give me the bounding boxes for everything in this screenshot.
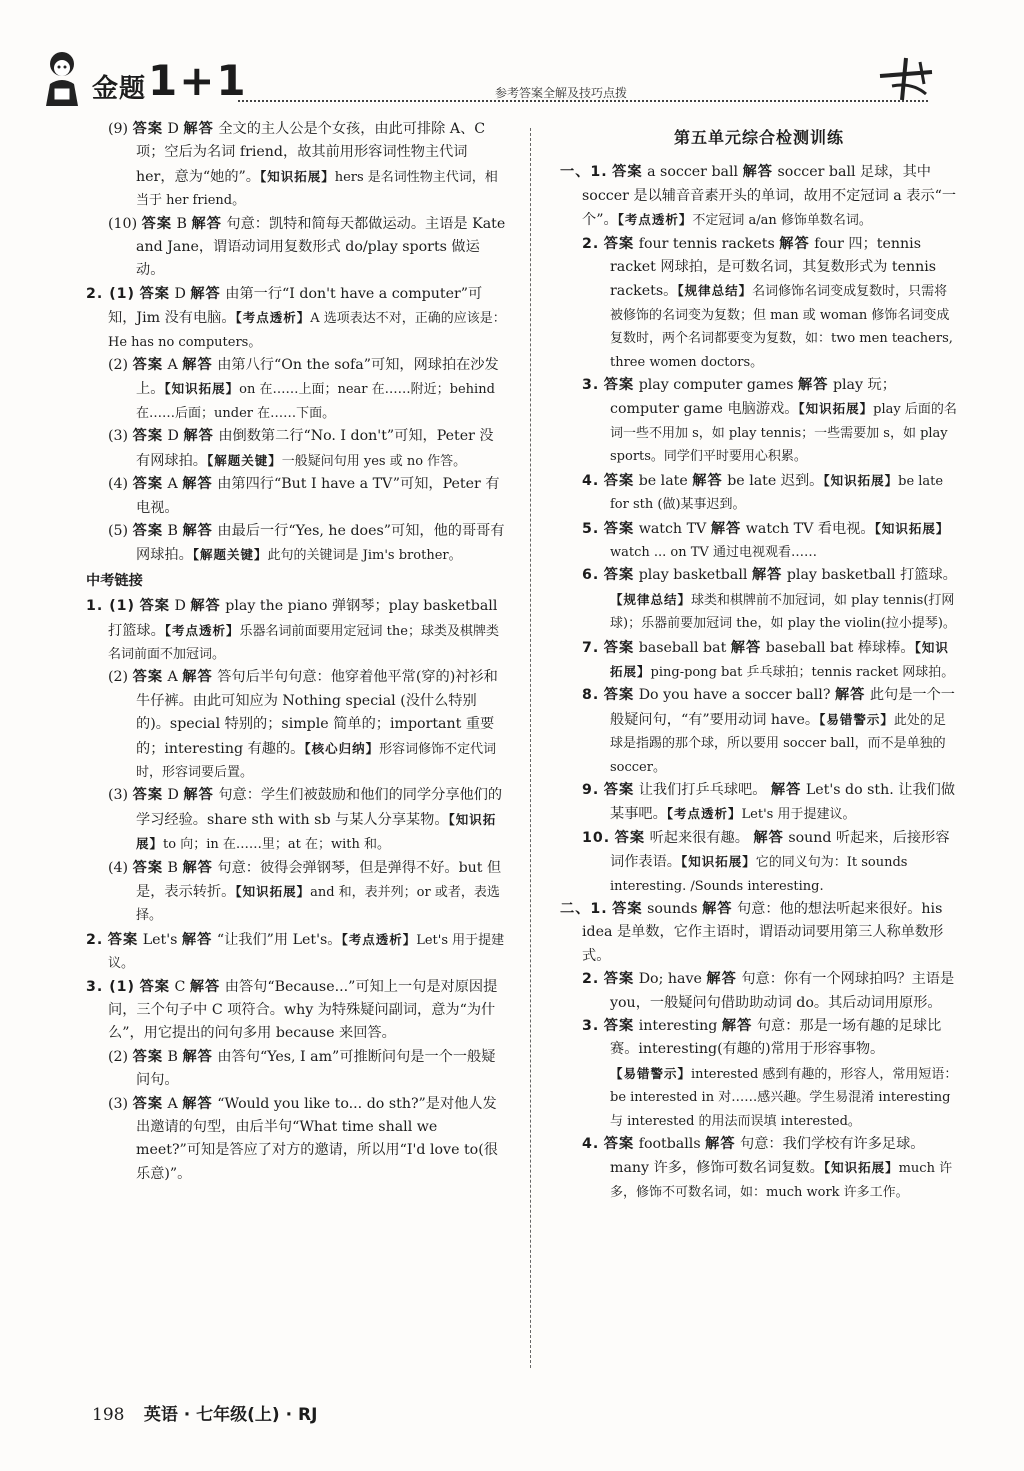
answer-item: (4) 答案 B 解答 句意：彼得会弹钢琴，但是弹得不好。but 但是，表示转折。【知识拓展】and 和，表并列；or 或者，表选择。 bbox=[108, 859, 502, 924]
answer-item: (2) 答案 B 解答 由答句“Yes, I am”可推断问句是一个一般疑问句。 bbox=[108, 1048, 496, 1089]
brush-decoration-icon bbox=[872, 54, 952, 104]
answer-item: 3. 答案 interesting 解答 句意：那是一场有趣的足球比赛。interesting(有趣的)常用于形容事物。【易错警示】interested 感到有趣的，形容人，常用短语：be interested in 对……感兴趣。学生易混淆 interesting 与 interested 的用法而误填 interested。 bbox=[582, 1018, 958, 1129]
header-tagline: 参考答案全解及技巧点拨 bbox=[495, 86, 628, 100]
section-heading: 中考链接 bbox=[86, 572, 143, 589]
answer-item: 2. 答案 Do; have 解答 句意：你有一个网球拍吗？主语是 you，一般疑问句借助助动词 do。其后动词用原形。 bbox=[582, 971, 955, 1011]
answer-item: (9) 答案 D 解答 全文的主人公是个女孩，由此可排除 A、C 项；空后为名词 friend，故其前用形容词性物主代词 her，意为“她的”。【知识拓展】hers 是名词性物主代词，相当于 her friend。 bbox=[108, 121, 498, 209]
answer-item: 5. 答案 watch TV 解答 watch TV 看电视。【知识拓展】watch ... on TV 通过电视观看…… bbox=[582, 520, 950, 560]
answer-item: 8. 答案 Do you have a soccer ball? 解答 此句是一个一般疑问句，“有”要用动词 have。【易错警示】此处的足球是指踢的那个球，所以要用 soccer ball，而不是单独的 soccer。 bbox=[582, 687, 955, 775]
answer-item: 9. 答案 让我们打乒乓球吧。 解答 Let's do sth. 让我们做某事吧。【考点透析】Let's 用于提建议。 bbox=[582, 781, 956, 823]
subject-label: 英语 · 七年级(上) · RJ bbox=[143, 1405, 318, 1425]
answer-item: 3. 答案 play computer games 解答 play 玩；computer game 电脑游戏。【知识拓展】play 后面的名词一些不用加 s，如 play tennis；一些需要加 s，如 play sports。同学们平时要用心积累。 bbox=[582, 377, 957, 465]
answer-item: 10. 答案 听起来很有趣。 解答 sound 听起来，后接形容词作表语。【知识拓展】它的同义句为：It sounds interesting. /Sounds interesting. bbox=[582, 829, 950, 894]
left-column bbox=[86, 118, 506, 1186]
answer-item: 7. 答案 baseball bat 解答 baseball bat 棒球棒。【知识拓展】ping-pong bat 乒乓球拍；tennis racket 网球拍。 bbox=[582, 639, 955, 680]
unit-title: 第五单元综合检测训练 bbox=[673, 128, 844, 147]
answer-item: 二、1. 答案 sounds 解答 句意：他的想法听起来很好。his idea 是单数，它作主语时，谓语动词要用第三人称单数形式。 bbox=[560, 901, 944, 964]
answer-item: 2. 答案 four tennis rackets 解答 four 四；tennis racket 网球拍，是可数名词，其复数形式为 tennis rackets。【规律总结】名词修饰名词变成复数时，只需将被修饰的名词变为复数；但 man 或 woman 修饰名词变成复数时，两个名词都要变为复数，如：two men teachers, three women doctors。 bbox=[582, 235, 953, 370]
header-rule bbox=[238, 100, 928, 102]
answer-item: (4) 答案 A 解答 由第四行“But I have a TV”可知，Peter 有电视。 bbox=[108, 476, 500, 516]
answer-item: (2) 答案 A 解答 答句后半句句意：他穿着他平常(穿的)衬衫和牛仔裤。由此可知应为 Nothing special (没什么特别的)。special 特别的；simple 简单的；important 重要的；interesting 有趣的。【核心归纳】形容词修饰不定代词时，形容词要后置。 bbox=[108, 669, 498, 780]
answer-item: 4. 答案 footballs 解答 句意：我们学校有许多足球。many 许多，修饰可数名词复数。【知识拓展】much 许多，修饰不可数名词，如：much work 许多工作。 bbox=[582, 1136, 953, 1200]
logo-title: 金题 bbox=[92, 74, 147, 104]
answer-item: 2. 答案 Let's 解答 “让我们”用 Let's。【考点透析】Let's 用于提建议。 bbox=[86, 931, 505, 972]
answer-item: 3. (1) 答案 C 解答 由答句“Because...”可知上一句是对原因提问，三个句子中 C 项符合。why 为特殊疑问副词，意为“为什么”，用它提出的问句多用 because 来回答。 bbox=[86, 978, 498, 1042]
page-number: 198 bbox=[92, 1405, 125, 1425]
page-header bbox=[0, 0, 1024, 112]
answer-item: 1. (1) 答案 D 解答 play the piano 弹钢琴；play basketball 打篮球。【考点透析】乐器名词前面要用定冠词 the；球类及棋牌类名词前面不加冠词。 bbox=[86, 598, 499, 662]
answer-item: 6. 答案 play basketball 解答 play basketball 打篮球。【规律总结】球类和棋牌前不加冠词，如 play tennis(打网球)；乐器前要加冠词 the，如 play the violin(拉小提琴)。 bbox=[582, 567, 957, 632]
answer-item: (2) 答案 A 解答 由第八行“On the sofa”可知，网球拍在沙发上。【知识拓展】on 在……上面；near 在……附近；behind 在……后面；under 在……下面。 bbox=[108, 357, 499, 421]
column-divider bbox=[530, 128, 531, 1368]
logo-number: 1+1 bbox=[148, 56, 248, 105]
cartoon-student-icon bbox=[40, 48, 88, 110]
answer-item: 4. 答案 be late 解答 be late 迟到。【知识拓展】be late for sth (做)某事迟到。 bbox=[582, 472, 944, 513]
answer-item: 一、1. 答案 a soccer ball 解答 soccer ball 足球，其中 soccer 是以辅音音素开头的单词，故用不定冠词 a 表示“一个”。【考点透析】不定冠词 a/an 修饰单数名词。 bbox=[560, 164, 957, 229]
answer-item: (10) 答案 B 解答 句意：凯特和简每天都做运动。主语是 Kate and Jane，谓语动词用复数形式 do/play sports 做运动。 bbox=[108, 215, 506, 279]
right-column bbox=[560, 118, 958, 1204]
page-footer bbox=[92, 1400, 317, 1425]
answer-item: (3) 答案 D 解答 由倒数第二行“No. I don't”可知，Peter 没有网球拍。【解题关键】一般疑问句用 yes 或 no 作答。 bbox=[108, 428, 494, 469]
answer-item: (3) 答案 A 解答 “Would you like to... do sth?”是对他人发出邀请的句型，由后半句“What time shall we meet?”可知是答应了对方的邀请，所以用“I'd love to(很乐意)”。 bbox=[108, 1095, 498, 1182]
answer-item: (5) 答案 B 解答 由最后一行“Yes, he does”可知，他的哥哥有网球拍。【解题关键】此句的关键词是 Jim's brother。 bbox=[108, 522, 505, 564]
answer-item: 2. (1) 答案 D 解答 由第一行“I don't have a computer”可知，Jim 没有电脑。【考点透析】A 选项表达不对，正确的应该是：He has no computers。 bbox=[86, 285, 506, 350]
answer-item: (3) 答案 D 解答 句意：学生们被鼓励和他们的同学分享他们的学习经验。share sth with sb 与某人分享某物。【知识拓展】to 向；in 在……里；at 在；with 和。 bbox=[108, 787, 503, 853]
